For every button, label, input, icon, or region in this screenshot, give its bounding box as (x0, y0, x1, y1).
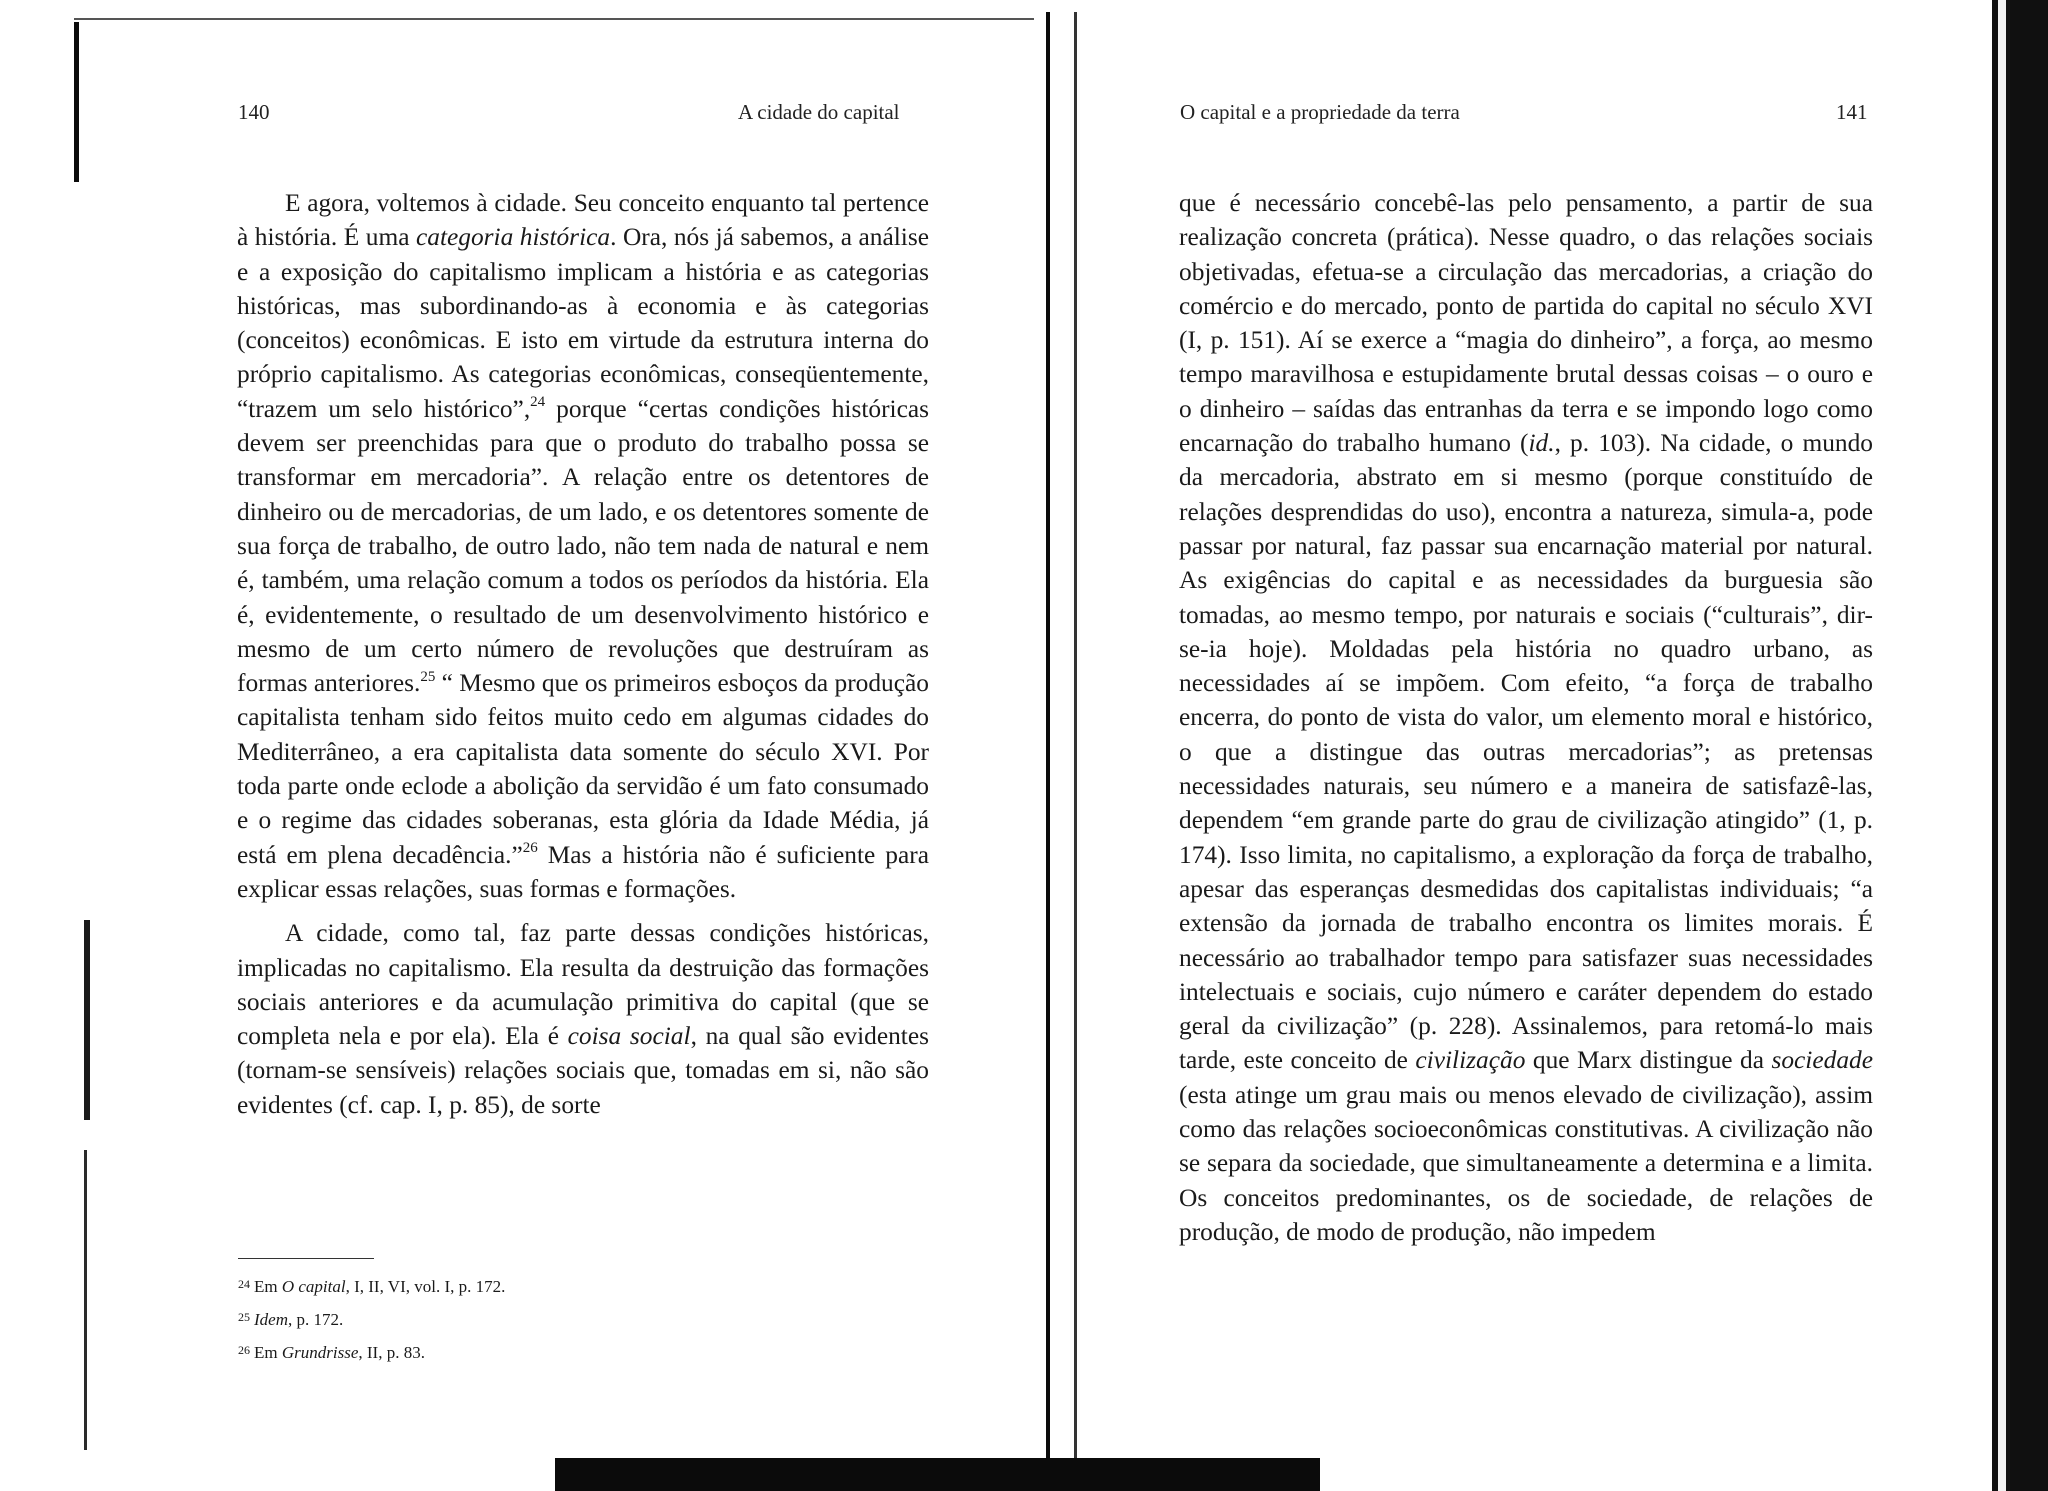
text-run: E agora, voltemos à cidade. Seu conceito enquanto tal pertence à história. É uma (237, 189, 929, 252)
right-page (1070, 0, 2048, 1491)
paragraph (237, 916, 929, 1122)
text-run: Em (254, 1277, 282, 1296)
text-run: A cidade, como tal, faz parte dessas condições históricas, implicadas no capitalismo. Ela resulta da destruição das formações sociais anteriores e da acumulação primitiva do capital (que se completa nela e por ela). Ela é (237, 919, 929, 1051)
paragraph (1179, 186, 1873, 1249)
footnote (238, 1304, 505, 1337)
italic-text: O capital (281, 1277, 346, 1296)
page-number: 140 (238, 100, 270, 124)
text-run: , I, II, VI, vol. I, p. 172. (345, 1277, 506, 1296)
body-text (237, 186, 929, 1122)
footnote-marker: 24 (530, 394, 546, 411)
footnote-number: 26 (238, 1343, 250, 1357)
text-run: porque “certas condições históricas devem ser preenchidas para que o produto do trabalho possa se transformar em mercadoria”. A relação entre os detentores de dinheiro ou de mercadorias, de um lado, e os detentores somente de sua força de trabalho, de outro lado, não tem nada de natural e nem é, também, uma relação comum a todos os períodos da história. Ela é, evidentemente, o resultado de um desenvolvimento histórico e mesmo de um certo número de revoluções que destruíram as formas anteriores. (237, 394, 929, 698)
italic-text: Idem (254, 1310, 288, 1329)
page-number: 141 (1836, 100, 1868, 124)
footnote-number: 24 (238, 1277, 250, 1291)
text-run: “ Mesmo que os primeiros esboços da produção capitalista tenham sido feitos muito cedo em algumas cidades do Mediterrâneo, a era capitalista data somente do século XVI. Por toda parte onde eclode a abolição da servidão é um fato consumado e o regime das cidades soberanas, esta glória da Idade Média, já está em plena decadência.” (237, 669, 929, 869)
text-run: que Marx distingue da (1525, 1046, 1772, 1075)
text-run: . Ora, nós já sabemos, a análise e a exposição do capitalismo implicam a história e as categorias históricas, mas subordinando-as à economia e às categorias (conceitos) econômicas. E isto em virtude da estrutura interna do próprio capitalismo. As categorias econômicas, conseqüentemente, “trazem um selo histórico”, (237, 223, 929, 423)
italic-text: sociedade (1771, 1046, 1873, 1075)
italic-text: categoria histórica (416, 223, 611, 252)
footnote-marker: 26 (522, 840, 538, 857)
running-head: A cidade do capital (738, 100, 900, 124)
text-run: , II, p. 83. (358, 1343, 425, 1362)
italic-text: Grundrisse (281, 1343, 359, 1362)
footnote (238, 1337, 505, 1370)
body-text (1179, 186, 1873, 1249)
italic-text: id. (1528, 429, 1555, 458)
text-run: , p. 103). Na cidade, o mundo da mercadoria, abstrato em si mesmo (porque constituído de relações desprendidas do uso), encontra a natureza, simula-a, pode passar por natural, faz passar sua encarnação material por natural. As exigências do capital e as necessidades da burguesia são tomadas, ao mesmo tempo, por naturais e sociais (“culturais”, dir-se-ia hoje). Moldadas pela história no quadro urbano, as necessidades aí se impõem. Com efeito, “a força de trabalho encerra, do ponto de vista do valor, um elemento moral e histórico, o que a distingue das outras mercadorias”; as pretensas necessidades naturais, seu número e a maneira de satisfazê-las, dependem “em grande parte do grau de civilização atingido” (1, p. 174). Isso limita, no capitalismo, a exploração da força de trabalho, apesar das esperanças desmedidas dos capitalistas individuais; “a extensão da jornada de trabalho encontra os limites morais. É necessário ao trabalhador tempo para satisfazer suas necessidades intelectuais e sociais, cujo número e caráter dependem do estado geral da civilização” (p. 228). Assinalemos, para retomá-lo mais tarde, este conceito de (1179, 429, 1873, 1075)
footnote-rule (238, 1258, 374, 1259)
running-head: O capital e a propriedade da terra (1180, 100, 1460, 124)
text-run: , p. 172. (287, 1310, 344, 1329)
italic-text: coisa social (567, 1022, 691, 1051)
footnote-marker: 25 (420, 668, 436, 685)
footnote-number: 25 (238, 1310, 250, 1324)
footnotes (238, 1271, 505, 1370)
gutter-line-left (1046, 12, 1050, 1472)
footnote (238, 1271, 505, 1304)
text-run: , na qual são evidentes (tornam-se sensíveis) relações sociais que, tomadas em si, não são evidentes (cf. cap. I, p. 85), de sorte (237, 1022, 929, 1119)
italic-text: civilização (1415, 1046, 1526, 1075)
text-run: Mas a história não é suficiente para explicar essas relações, suas formas e formações. (237, 840, 929, 903)
paragraph (237, 186, 929, 906)
text-run: (esta atinge um grau mais ou menos elevado de civilização), assim como das relações socioeconômicas constitutivas. A civilização não se separa da sociedade, que simultaneamente a determina e a limita. Os conceitos predominantes, os de sociedade, de relações de produção, de modo de produção, não impedem (1179, 1080, 1873, 1246)
text-run: Em (254, 1343, 282, 1362)
text-run: que é necessário concebê-las pelo pensamento, a partir de sua realização concreta (prática). Nesse quadro, o das relações sociais objetivadas, efetua-se a circulação das mercadorias, a criação do comércio e do mercado, ponto de partida do capital no século XVI (I, p. 151). Aí se exerce a “magia do dinheiro”, a força, ao mesmo tempo maravilhosa e estupidamente brutal dessas coisas – o ouro e o dinheiro – saídas das entranhas da terra e se impondo logo como encarnação do trabalho humano ( (1179, 189, 1873, 458)
